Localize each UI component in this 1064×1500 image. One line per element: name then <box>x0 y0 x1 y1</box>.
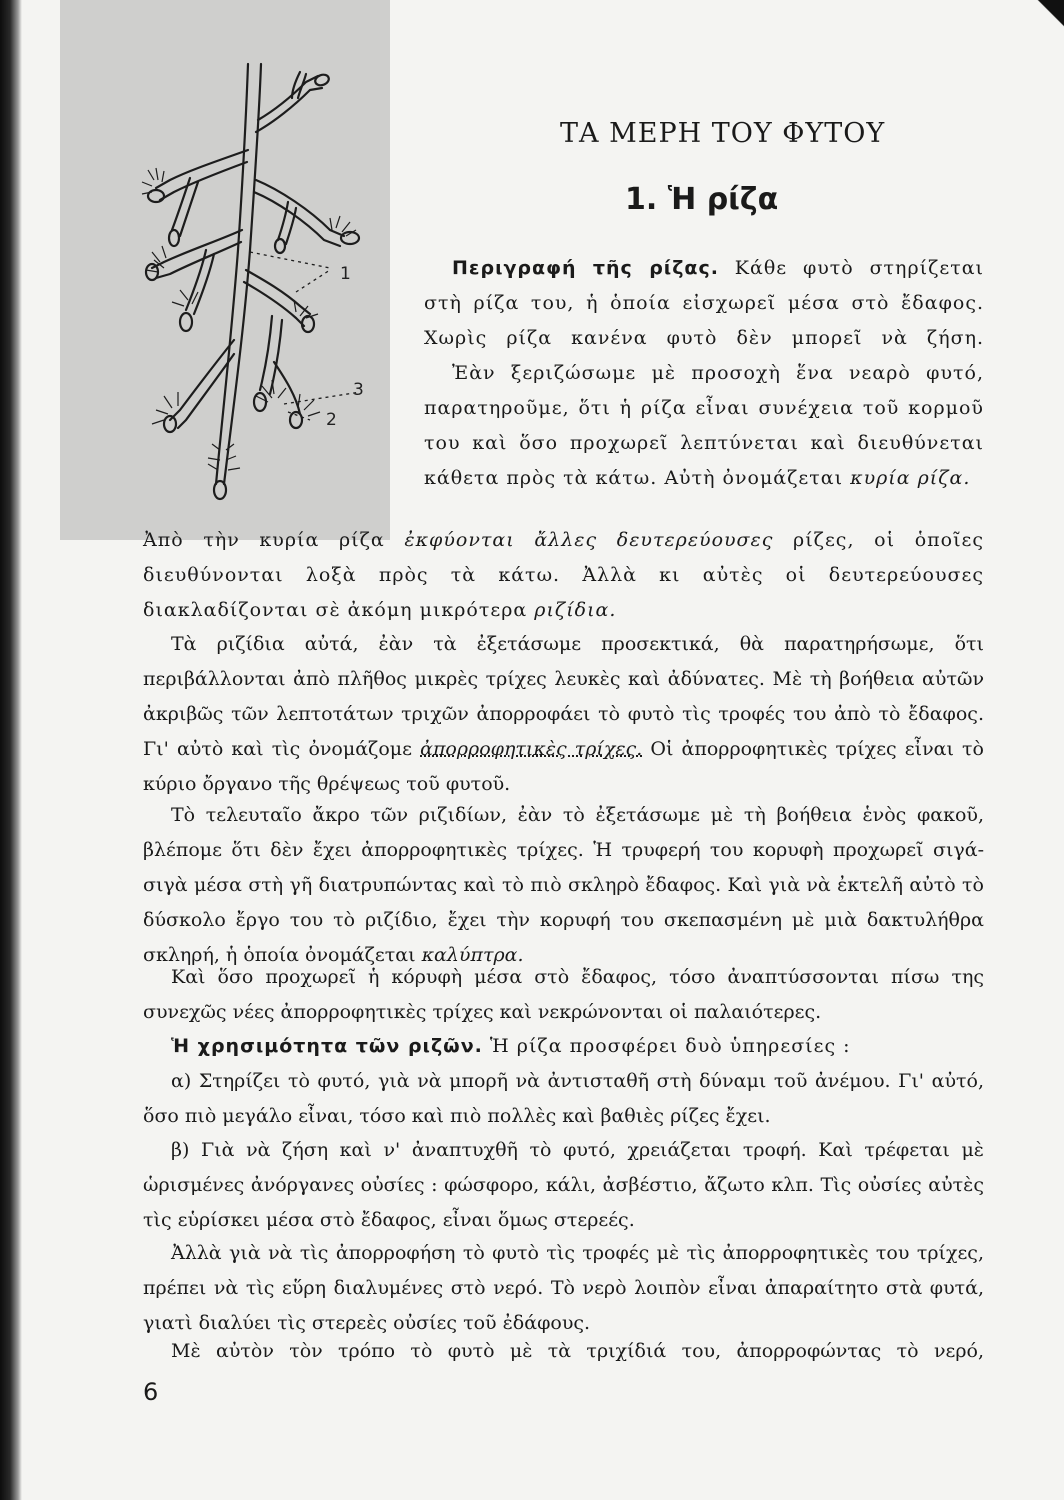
term-main-root: κυρία ρίζα. <box>850 467 971 489</box>
heading-usefulness: Ἡ χρησιμότητα τῶν ριζῶν. <box>171 1035 483 1057</box>
section-title: ΤΑ ΜΕΡΗ ΤΟΥ ΦΥΤΟΥ <box>560 118 886 149</box>
paragraph-main-root <box>424 356 984 496</box>
paragraph-continuation: Μὲ αὐτὸν τὸν τρόπο τὸ φυτὸ μὲ τὰ τριχίδιά του, ἀπορροφώντας τὸ νερό, <box>171 1340 984 1362</box>
paragraph-root-cap <box>143 798 984 973</box>
term-root-cap: καλύπτρα. <box>421 944 524 966</box>
term-secondary: ἐκφύονται ἄλλες δευτερεύουσες <box>404 529 774 551</box>
paragraph-text: Ἀπὸ τὴν κυρία ρίζα <box>143 529 405 551</box>
figure-label-1: 1 <box>340 264 351 284</box>
paragraph-secondary-roots <box>143 523 984 628</box>
page-number: 6 <box>143 1378 159 1406</box>
paragraph-text: Τὰ ριζίδια αὐτά, ἐὰν τὰ ἐξετάσωμε προσεκτικά, θὰ παρατηρήσωμε, ὅτι περιβάλλονται ἀπὸ πλῆθος μικρὲς τρίχες λευκὲς καὶ ἀδύνατες. Μὲ τὴ βοήθεια αὐτῶν ἀκριβῶς τῶν λεπτοτάτων τριχῶν ἀπορροφάει τὸ φυτὸ τὶς τροφές του ἀπὸ τὸ ἔδαφος. Γι' αὐτὸ καὶ τὶς ὀνομάζομε <box>143 633 984 760</box>
paragraph-text: Κάθε φυτὸ στηρίζεται στὴ ρίζα του, ἡ ὁποία εἰσχωρεῖ μέσα στὸ ἔδαφος. Χωρὶς ρίζα κανένα φυτὸ δὲν μπορεῖ νὰ ζήση. <box>424 257 984 349</box>
root-illustration <box>60 0 390 540</box>
paragraph-absorbing-hairs <box>143 627 984 802</box>
paragraph-text: Ἡ ρίζα προσφέρει δυὸ ὑπηρεσίες : <box>482 1035 851 1057</box>
chapter-title: 1. Ἡ ρίζα <box>625 182 779 217</box>
paragraph-support: α) Στηρίζει τὸ φυτό, γιὰ νὰ μπορῆ νὰ ἀντισταθῆ στὴ δύναμι τοῦ ἀνέμου. Γι' αὐτό, ὅσο πιὸ μεγάλο εἶναι, τόσο καὶ πιὸ πολλὲς καὶ βαθιὲς ρίζες ἔχει. <box>143 1070 984 1127</box>
scan-corner <box>1024 0 1064 40</box>
paragraph-text: ρίζες, οἱ ὁποῖες διευθύνονται λοξὰ πρὸς τὰ κάτω. Ἀλλὰ κι αὐτὲς οἱ δευτερεύουσες διακλαδίζονται σὲ ἀκόμη μικρότερα <box>143 529 985 621</box>
heading-root-description: Περιγραφή τῆς ρίζας. <box>452 257 719 279</box>
paragraph-new-hairs: Καὶ ὅσο προχωρεῖ ἡ κόρυφὴ μέσα στὸ ἔδαφος, τόσο ἀναπτύσσονται πίσω της συνεχῶς νέες ἀπορροφητικὲς τρίχες καὶ νεκρώνονται οἱ παλαιότερες. <box>143 966 984 1023</box>
paragraph-text: Ἐὰν ξεριζώσωμε μὲ προσοχὴ ἕνα νεαρὸ φυτό, παρατηροῦμε, ὅτι ἡ ρίζα εἶναι συνέχεια τοῦ κορμοῦ του καὶ ὅσο προχωρεῖ λεπτύνεται καὶ διευθύνεται κάθετα πρὸς τὰ κάτω. Αὐτὴ ὀνομάζεται <box>424 362 984 489</box>
paragraph-nutrition: β) Γιὰ νὰ ζήση καὶ ν' ἀναπτυχθῆ τὸ φυτό, χρειάζεται τροφή. Καὶ τρέφεται μὲ ὡρισμένες ἀνόργανες οὐσίες : φώσφορο, κάλι, ἀσβέστιο, ἄζωτο κλπ. Τὶς οὐσίες αὐτὲς τὶς εὑρίσκει μέσα στὸ ἔδαφος, εἶναι ὅμως στερεές. <box>143 1139 984 1231</box>
figure-label-3: 3 <box>353 380 364 400</box>
paragraph-usefulness <box>143 1029 984 1064</box>
term-rootlets: ριζίδια. <box>534 599 617 621</box>
paragraph-root-description <box>424 251 984 356</box>
paragraph-text: Τὸ τελευταῖο ἄκρο τῶν ριζιδίων, ἐὰν τὸ ἐξετάσωμε μὲ τὴ βοήθεια ἑνὸς φακοῦ, βλέπομε ὅτι δὲν ἔχει ἀπορροφητικὲς τρίχες. Ἡ τρυφερή του κορυφὴ προχωρεῖ σιγά-σιγὰ μέσα στὴ γῆ διατρυπώντας καὶ τὸ πιὸ σκληρὸ ἔδαφος. Καὶ γιὰ νὰ ἐκτελῆ αὐτὸ τὸ δύσκολο ἔργο του τὸ ριζίδιο, ἔχει τὴν κορυφή του σκεπασμένη μὲ μιὰ δακτυλήθρα σκληρή, ἡ ὁποία ὀνομάζεται <box>143 804 984 966</box>
paragraph-text: Οἱ ἀπορροφητικὲς τρίχες εἶναι τὸ κύριο ὄργανο τῆς θρέψεως τοῦ φυτοῦ. <box>143 738 984 795</box>
term-absorbing-hairs: ἀπορροφητικὲς τρίχες. <box>420 738 643 760</box>
scan-edge-shadow <box>0 0 22 1500</box>
figure-label-2: 2 <box>326 410 337 430</box>
paragraph-water: Ἀλλὰ γιὰ νὰ τὶς ἀπορροφήση τὸ φυτὸ τὶς τροφές μὲ τὶς ἀπορροφητικὲς του τρίχες, πρέπει νὰ τὶς εὕρη διαλυμένες στὸ νερό. Τὸ νερὸ λοιπὸν εἶναι ἀπαραίτητο στὰ φυτά, γιατὶ διαλύει τὶς στερεὲς οὐσίες τοῦ ἐδάφους. <box>143 1242 984 1334</box>
